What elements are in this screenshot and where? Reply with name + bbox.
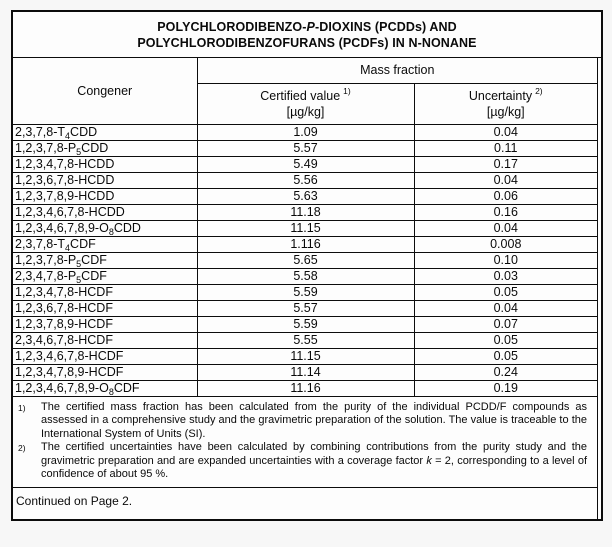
certified-value-cell: 11.14 [197, 364, 414, 380]
congener-name: 1,2,3,7,8-P [15, 140, 77, 155]
congener-cell [13, 124, 197, 140]
title-line2: POLYCHLORODIBENZOFURANS (PCDFs) IN N-NONANE [137, 36, 477, 50]
certified-value-cell: 5.57 [197, 300, 414, 316]
congener-cell [13, 300, 197, 316]
uncertainty-cell: 0.10 [414, 252, 597, 268]
uncertainty-unit: [µg/kg] [486, 104, 525, 119]
table-body-area [13, 58, 598, 519]
congener-name: 1,2,3,4,6,7,8,9-O [15, 380, 109, 395]
title-line1-post: -DIOXINS (PCDDs) AND [314, 20, 457, 34]
footnote-2-ref: 2) [535, 86, 543, 97]
congener-name: 1,2,3,4,6,7,8,9-O [15, 220, 109, 235]
table-row [13, 236, 597, 252]
certified-value-cell: 1.09 [197, 124, 414, 140]
header-row-1 [13, 58, 597, 83]
uncertainty-cell: 0.05 [414, 348, 597, 364]
table-row [13, 364, 597, 380]
footnote-2-text-post: = 2, corresponding to a level of confidence of about 95 %. [41, 454, 587, 481]
congener-cell [13, 140, 197, 156]
congener-cell [13, 172, 197, 188]
congener-subscript: 5 [76, 274, 82, 284]
congener-name: 1,2,3,4,7,8-HCDD [15, 156, 115, 171]
congener-name: 2,3,4,7,8-P [15, 268, 77, 283]
certified-value-cell: 5.57 [197, 140, 414, 156]
certified-value-cell: 5.65 [197, 252, 414, 268]
congener-name: 1,2,3,7,8-P [15, 252, 77, 267]
table-row [13, 300, 597, 316]
congener-name-suffix: CDD [70, 124, 98, 139]
certified-value-label: Certified value [260, 88, 341, 103]
congener-cell [13, 220, 197, 236]
table-row [13, 284, 597, 300]
congener-name-suffix: CDF [81, 268, 107, 283]
congener-cell [13, 364, 197, 380]
certified-value-cell: 11.16 [197, 380, 414, 396]
table-row [13, 348, 597, 364]
uncertainty-cell: 0.11 [414, 140, 597, 156]
certified-value-cell: 1.116 [197, 236, 414, 252]
uncertainty-cell: 0.008 [414, 236, 597, 252]
congener-cell [13, 284, 197, 300]
footnote-2-marker: 2) [18, 443, 26, 454]
congener-name-suffix: CDF [81, 252, 107, 267]
certified-value-cell: 11.15 [197, 348, 414, 364]
congener-cell [13, 188, 197, 204]
uncertainty-header [414, 83, 597, 124]
table-row [13, 172, 597, 188]
congener-cell [13, 380, 197, 396]
congener-cell [13, 332, 197, 348]
uncertainty-cell: 0.19 [414, 380, 597, 396]
uncertainty-cell: 0.04 [414, 300, 597, 316]
congener-subscript: 4 [65, 130, 71, 140]
table-row [13, 156, 597, 172]
congener-cell [13, 236, 197, 252]
congener-table [13, 58, 597, 397]
congener-subscript: 5 [76, 146, 82, 156]
table-row [13, 220, 597, 236]
footnote-2 [16, 441, 587, 482]
table-row [13, 124, 597, 140]
congener-name-suffix: CDD [113, 220, 141, 235]
congener-name: 1,2,3,4,6,7,8-HCDF [15, 348, 124, 363]
congener-cell [13, 316, 197, 332]
certificate-table [11, 10, 603, 521]
congener-name: 1,2,3,4,7,8,9-HCDF [15, 364, 124, 379]
certified-value-cell: 11.18 [197, 204, 414, 220]
uncertainty-cell: 0.05 [414, 332, 597, 348]
uncertainty-cell: 0.17 [414, 156, 597, 172]
congener-cell [13, 204, 197, 220]
certified-value-cell: 5.59 [197, 316, 414, 332]
certified-value-cell: 5.63 [197, 188, 414, 204]
footnote-2-text [41, 441, 587, 482]
congener-cell [13, 268, 197, 284]
congener-name-suffix: CDF [113, 380, 140, 395]
table-row [13, 268, 597, 284]
congener-cell [13, 348, 197, 364]
congener-name: 2,3,7,8-T [15, 236, 66, 251]
footnote-1-text: The certified mass fraction has been calculated from the purity of the individual PCDD/F compounds as assessed in a comprehensive study and the gravimetric preparation of the solution. The value is traceable to the International System of Units (SI). [41, 400, 587, 440]
mass-fraction-header: Mass fraction [197, 58, 597, 83]
certified-value-cell: 5.49 [197, 156, 414, 172]
uncertainty-cell: 0.03 [414, 268, 597, 284]
uncertainty-cell: 0.04 [414, 124, 597, 140]
footnote-1-marker: 1) [18, 402, 26, 413]
footnote-1-ref: 1) [343, 86, 351, 97]
table-row [13, 332, 597, 348]
certified-value-unit: [µg/kg] [286, 104, 325, 119]
uncertainty-cell: 0.05 [414, 284, 597, 300]
certified-value-cell: 5.58 [197, 268, 414, 284]
uncertainty-cell: 0.24 [414, 364, 597, 380]
congener-name: 1,2,3,7,8,9-HCDF [15, 316, 113, 331]
congener-name: 1,2,3,6,7,8-HCDD [15, 172, 115, 187]
uncertainty-cell: 0.04 [414, 220, 597, 236]
continued-note: Continued on Page 2. [16, 494, 133, 509]
congener-name-suffix: CDF [70, 236, 96, 251]
uncertainty-cell: 0.04 [414, 172, 597, 188]
uncertainty-cell: 0.06 [414, 188, 597, 204]
footnote-2-italic-k: k [426, 454, 432, 467]
table-row [13, 380, 597, 396]
congener-name-suffix: CDD [81, 140, 109, 155]
congener-name: 1,2,3,4,6,7,8-HCDD [15, 204, 125, 219]
footnote-1 [16, 401, 587, 442]
congener-name: 2,3,7,8-T [15, 124, 66, 139]
footnotes-section [13, 397, 597, 489]
uncertainty-label: Uncertainty [468, 88, 533, 103]
congener-subscript: 4 [65, 242, 71, 252]
footnote-2-text-pre: The certified uncertainties have been calculated by combining contributions from the purity study and the gravimetric preparation and are expanded uncertainties with a coverage factor [41, 441, 587, 467]
congener-subscript: 5 [76, 258, 82, 268]
congener-name: 1,2,3,4,7,8-HCDF [15, 284, 113, 299]
title-line1-pre: POLYCHLORODIBENZO- [157, 20, 307, 34]
certified-value-cell: 11.15 [197, 220, 414, 236]
congener-name: 2,3,4,6,7,8-HCDF [15, 332, 113, 347]
table-title [13, 12, 601, 58]
table-row [13, 252, 597, 268]
table-row [13, 140, 597, 156]
congener-subscript: 8 [108, 226, 114, 236]
uncertainty-cell: 0.16 [414, 204, 597, 220]
certified-value-cell: 5.59 [197, 284, 414, 300]
uncertainty-cell: 0.07 [414, 316, 597, 332]
congener-subscript: 8 [108, 386, 114, 396]
congener-name: 1,2,3,6,7,8-HCDF [15, 300, 113, 315]
table-row [13, 204, 597, 220]
certified-value-cell: 5.56 [197, 172, 414, 188]
congener-cell [13, 252, 197, 268]
table-row [13, 316, 597, 332]
certified-value-header [197, 83, 414, 124]
table-row [13, 188, 597, 204]
congener-name: 1,2,3,7,8,9-HCDD [15, 188, 115, 203]
table-body [13, 124, 597, 396]
certified-value-cell: 5.55 [197, 332, 414, 348]
title-line1-italic-p: P [306, 20, 315, 34]
congener-cell [13, 156, 197, 172]
congener-column-header: Congener [13, 58, 197, 124]
